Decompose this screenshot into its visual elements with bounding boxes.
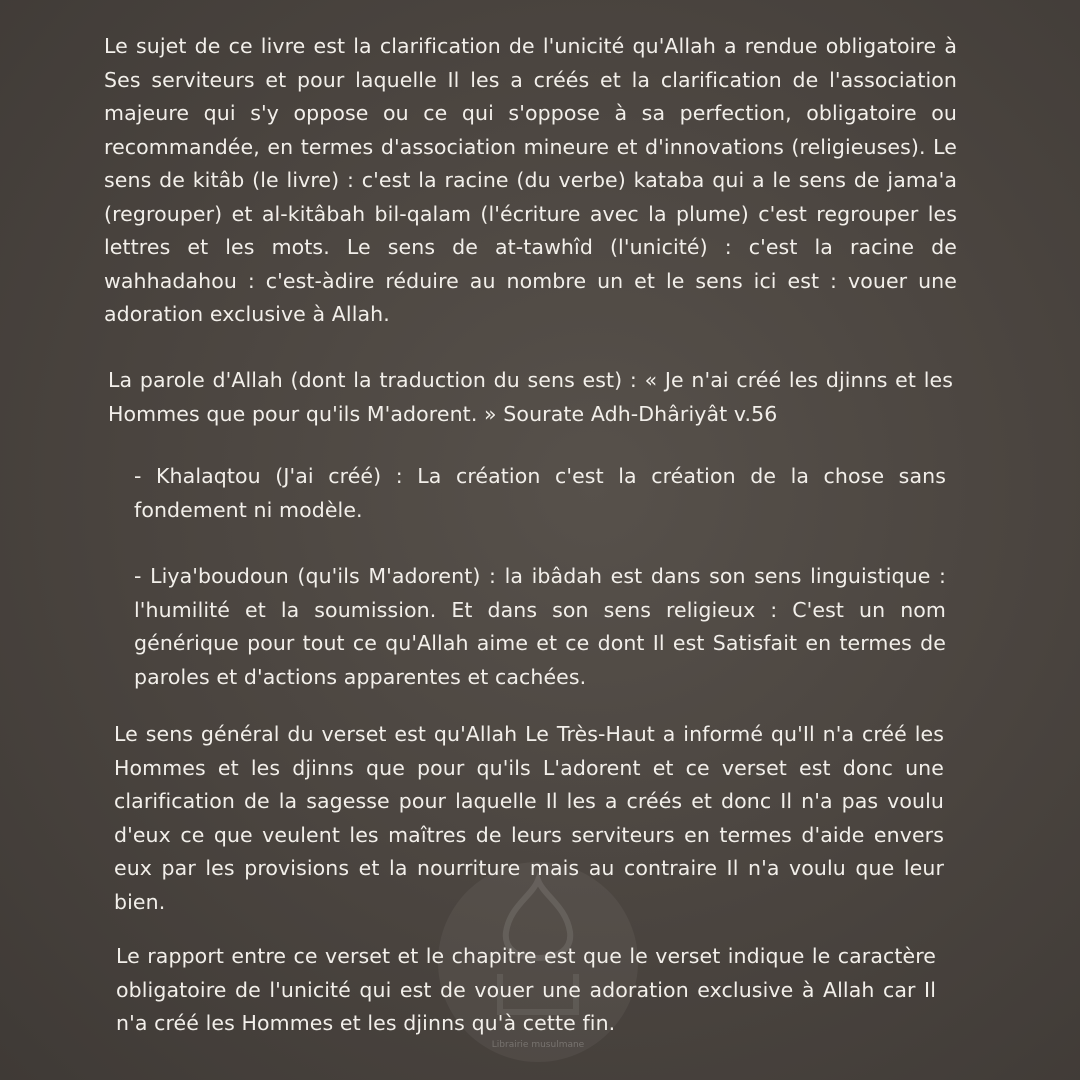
watermark-text: Librairie musulmane — [491, 1040, 585, 1050]
paragraph-book-subject: Le sujet de ce livre est la clarification de l'unicité qu'Allah a rendue obligatoire à Ses serviteurs et pour laquelle Il les a créés et la clarification de l'association majeure qui s'y oppose ou ce qui s'oppose à sa perfection, obligatoire ou recommandée, en termes d'association mineure et d'innovations (religieuses). Le sens de kitâb (le livre) : c'est la racine (du verbe) kataba qui a le sens de jama'a (regrouper) et al-kitâbah bil-qalam (l'écriture avec la plume) c'est regrouper les lettres et les mots. Le sens de at-tawhîd (l'unicité) : c'est la racine de wahhadahou : c'est-àdire réduire au nombre un et le sens ici est : vouer une adoration exclusive à Allah. — [104, 34, 957, 326]
paragraph-verse-quote: La parole d'Allah (dont la traduction du sens est) : « Je n'ai créé les djinns et les Hommes que pour qu'ils M'adorent. » Sourate Adh-Dhâriyât v.56 — [108, 368, 953, 426]
paragraph-liyaboudoun: - Liya'boudoun (qu'ils M'adorent) : la ibâdah est dans son sens linguistique : l'humilité et la soumission. Et dans son sens religieux : C'est un nom générique pour tout ce qu'Allah aime et ce dont Il est Satisfait en termes de paroles et d'actions apparentes et cachées. — [134, 564, 946, 689]
paragraph-chapter-relation: Le rapport entre ce verset et le chapitre est que le verset indique le caractère obligatoire de l'unicité qui est de vouer une adoration exclusive à Allah car Il n'a créé les Hommes et les djinns qu'à cette fin. — [116, 944, 936, 1035]
paragraph-general-meaning: Le sens général du verset est qu'Allah Le Très-Haut a informé qu'Il n'a créé les Hommes et les djinns que pour qu'ils L'adorent et ce verset est donc une clarification de la sagesse pour laquelle Il les a créés et donc Il n'a pas voulu d'eux ce que veulent les maîtres de leurs serviteurs en termes d'aide envers eux par les provisions et la nourriture mais au contraire Il n'a voulu que leur bien. — [114, 722, 944, 914]
paragraph-khalaqtou: - Khalaqtou (J'ai créé) : La création c'est la création de la chose sans fondement ni modèle. — [134, 464, 946, 522]
